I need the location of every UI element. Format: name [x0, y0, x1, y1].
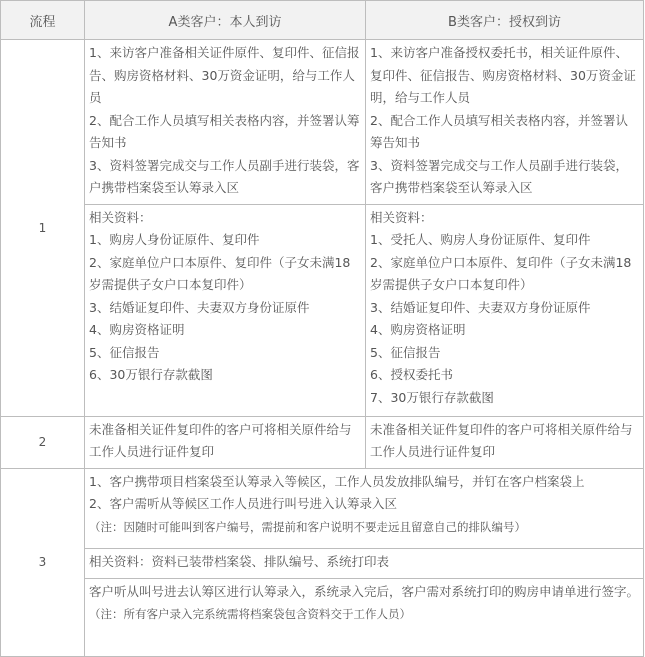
table-row [1, 416, 644, 468]
step-2-b [366, 416, 644, 468]
process-note: （注：因随时可能叫到客户编号，需提前和客户说明不要走远且留意自己的排队编号） [89, 519, 526, 534]
list-item: 1、来访客户准备相关证件原件、复印件、征信报告、购房资格材料、30万资金证明，给与工作人员 [89, 45, 360, 105]
list-item: 3、资料签署完成交与工作人员副手进行装袋，客户携带档案袋至认筹录入区 [89, 157, 360, 195]
entry-note: （注：所有客户录入完系统需将档案袋包含资料交于工作人员） [89, 607, 411, 621]
list-item: 3、资料签署完成交与工作人员副手进行装袋，客户携带档案袋至认筹录入区 [370, 157, 628, 195]
step-1-a-process [85, 40, 366, 205]
step-2-label: 2 [1, 416, 85, 468]
list-item: 2、家庭单位户口本原件、复印件（子女未满18岁需提供子女户口本复印件） [370, 254, 632, 292]
list-item: 7、30万银行存款截图 [370, 389, 494, 405]
materials-heading: 相关资料： [370, 209, 433, 225]
list-item: 2、配合工作人员填写相关表格内容，并签署认筹告知书 [370, 112, 628, 150]
list-item: 1、购房人身份证原件、复印件 [89, 232, 260, 247]
entry-text: 客户听从叫号进去认筹区进行认筹录入，系统录入完后，客户需对系统打印的购房申请单进行签字。 [89, 583, 640, 599]
step-3-process [85, 468, 644, 548]
list-item: 2、配合工作人员填写相关表格内容，并签署认筹告知书 [89, 112, 360, 150]
step-1-b-materials [366, 204, 644, 416]
list-item: 6、授权委托书 [370, 367, 453, 382]
step-3-materials [85, 548, 644, 578]
step-3-entry [85, 578, 644, 656]
materials-heading: 相关资料： [89, 209, 152, 225]
list-item: 2、家庭单位户口本原件、复印件（子女未满18岁需提供子女户口本复印件） [89, 254, 351, 292]
list-item: 2、客户需听从等候区工作人员进行叫号进入认筹录入区 [89, 496, 397, 511]
step-1-b-process [366, 40, 644, 205]
list-item: 3、结婚证复印件、夫妻双方身份证原件 [89, 299, 310, 315]
list-item: 3、结婚证复印件、夫妻双方身份证原件 [370, 299, 591, 315]
table-header-row [1, 1, 644, 40]
list-item: 1、客户携带项目档案袋至认筹录入等候区，工作人员发放排队编号，并钉在客户档案袋上 [89, 473, 585, 489]
step-2-b-text: 未准备相关证件复印件的客户可将相关原件给与工作人员进行证件复印 [370, 421, 633, 459]
table-row [1, 204, 644, 416]
step-1-a-materials [85, 204, 366, 416]
table-row [1, 578, 644, 656]
header-step: 流程 [1, 1, 85, 40]
list-item: 4、购房资格证明 [89, 322, 185, 337]
table-row [1, 468, 644, 548]
list-item: 5、征信报告 [89, 344, 160, 360]
header-type-a: A类客户：本人到访 [85, 1, 366, 40]
step-3-materials-text: 相关资料：资料已装带档案袋、排队编号、系统打印表 [89, 553, 390, 569]
step-2-a [85, 416, 366, 468]
list-item: 4、购房资格证明 [370, 322, 466, 337]
step-2-a-text: 未准备相关证件复印件的客户可将相关原件给与工作人员进行证件复印 [89, 421, 352, 459]
header-type-b: B类客户：授权到访 [366, 1, 644, 40]
table-row [1, 40, 644, 205]
table-row [1, 548, 644, 578]
list-item: 5、征信报告 [370, 344, 441, 360]
list-item: 6、30万银行存款截图 [89, 367, 213, 382]
step-1-label: 1 [1, 40, 85, 417]
list-item: 1、来访客户准备授权委托书，相关证件原件、复印件、征信报告、购房资格材料、30万资金证明，给与工作人员 [370, 45, 636, 105]
list-item: 1、受托人、购房人身份证原件、复印件 [370, 232, 591, 247]
step-3-label: 3 [1, 468, 85, 656]
